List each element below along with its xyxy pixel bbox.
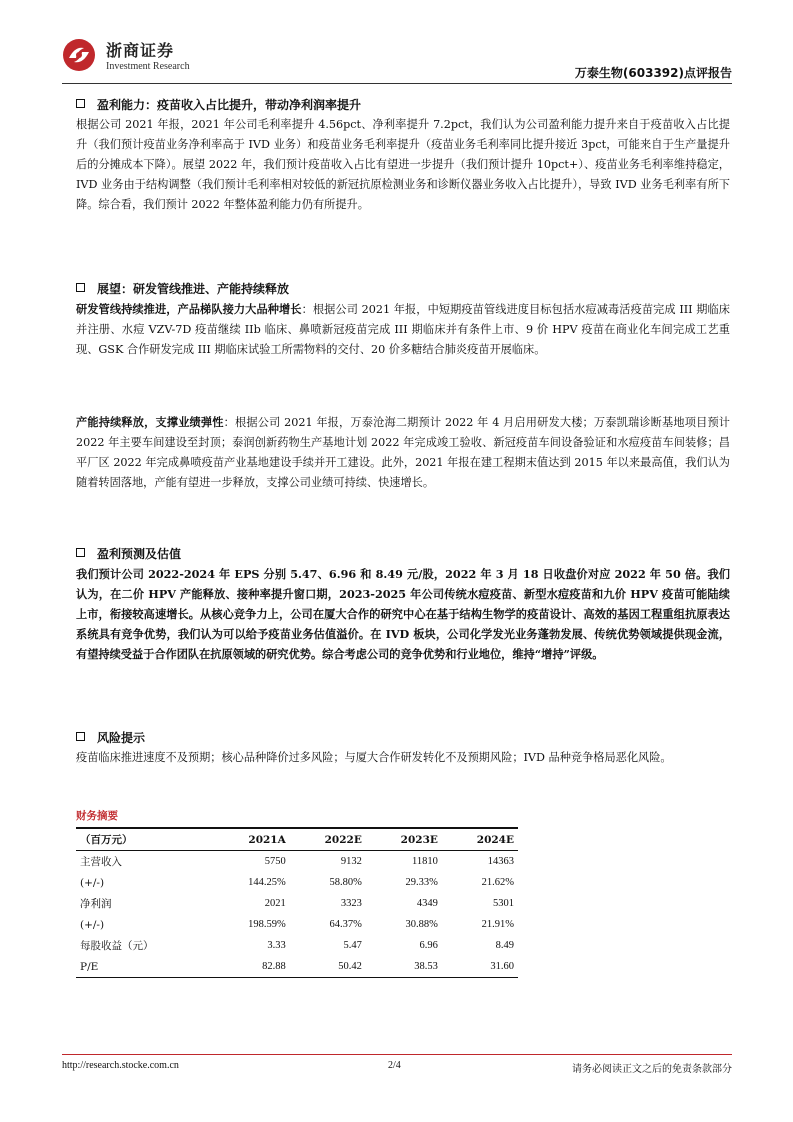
row-label: (+/-) bbox=[80, 918, 105, 931]
square-bullet-icon bbox=[76, 283, 85, 292]
table-cell: 38.53 bbox=[414, 961, 438, 972]
table-cell: 6.96 bbox=[419, 940, 438, 951]
section-body-profitability: 根据公司 2021 年报，2021 年公司毛利率提升 4.56pct、净利率提升 7.2pct，我们认为公司盈利能力提升来自于疫苗收入占比提升（我们预计疫苗业务净利率高于 IVD 业务）和疫苗业务毛利率提升（疫苗业务毛利率同比提升接近 3pct，可能来自于生产量提升后的分摊成本下降）。展望 2022 年，我们预计疫苗收入占比有望进一步提升（我们预计提升 10pct+）、疫苗业务毛利率维持稳定，IVD 业务由于结构调整（我们预计毛利率相对较低的新冠抗原检测业务和诊断仪器业务收入占比提升），导致 IVD 业务毛利率有所下降。综合看，我们预计 2022 年整体盈利能力仍有所提升。 bbox=[76, 118, 730, 211]
row-label: 主营收入 bbox=[80, 856, 122, 868]
table-cell: 11810 bbox=[412, 856, 438, 867]
table-header-row bbox=[76, 828, 518, 851]
square-bullet-icon bbox=[76, 732, 85, 741]
row-label: 净利润 bbox=[80, 898, 112, 910]
table-cell: 198.59% bbox=[248, 919, 286, 930]
table-cell: 30.88% bbox=[405, 919, 438, 930]
table-cell: 8.49 bbox=[495, 940, 514, 951]
paragraph-text: ：根据公司 2021 年报，中短期疫苗管线进度目标包括水痘减毒活疫苗完成 III 期临床并注册、水痘 VZV-7D 疫苗继续 IIb 临床、鼻喷新冠疫苗完成 III 期临床并有条件上市、9 价 HPV 疫苗在商业化车间完成工艺重现、GSK 合作研发完成 III 期临床试验工所需物料的交付、20 价多糖结合肺炎疫苗开展临床。 bbox=[76, 303, 730, 356]
table-cell: 21.91% bbox=[481, 919, 514, 930]
table-row bbox=[76, 914, 518, 935]
section-heading-profitability bbox=[76, 96, 361, 113]
table-cell: 4349 bbox=[416, 898, 438, 909]
column-header: 2021A bbox=[248, 833, 286, 846]
section-heading-outlook bbox=[76, 280, 289, 297]
section-title: 展望：研发管线推进、产能持续释放 bbox=[97, 282, 290, 296]
section-heading-risks bbox=[76, 729, 145, 746]
table-cell: 2021 bbox=[264, 898, 286, 909]
table-row bbox=[76, 935, 518, 956]
disclaimer-note: 请务必阅读正文之后的免责条款部分 bbox=[572, 1064, 732, 1075]
table-cell: 14363 bbox=[487, 856, 514, 867]
table-cell: 29.33% bbox=[405, 877, 438, 888]
table-cell: 82.88 bbox=[262, 961, 286, 972]
footer-divider bbox=[62, 1054, 732, 1055]
financial-summary-label: 财务摘要 bbox=[76, 810, 118, 822]
section-title: 风险提示 bbox=[97, 731, 146, 745]
table-row bbox=[76, 872, 518, 893]
row-label: P/E bbox=[80, 960, 99, 973]
financial-summary-table bbox=[76, 827, 518, 978]
paragraph-lead: 研发管线持续推进，产品梯队接力大品种增长 bbox=[76, 302, 302, 316]
table-cell: 50.42 bbox=[338, 961, 362, 972]
column-header: 2024E bbox=[476, 833, 514, 846]
table-row bbox=[76, 851, 518, 873]
page-header bbox=[62, 34, 732, 82]
table-row bbox=[76, 893, 518, 914]
column-header: 2023E bbox=[400, 833, 438, 846]
column-header: （百万元） bbox=[80, 834, 133, 846]
column-header: 2022E bbox=[324, 833, 362, 846]
table-cell: 58.80% bbox=[329, 877, 362, 888]
table-cell: 21.62% bbox=[481, 877, 514, 888]
table-cell: 5750 bbox=[264, 856, 286, 867]
table-cell: 31.60 bbox=[490, 961, 514, 972]
paragraph-lead: 产能持续释放，支撑业绩弹性 bbox=[76, 415, 224, 429]
row-label: 每股收益（元） bbox=[80, 940, 154, 952]
header-divider bbox=[62, 83, 732, 84]
table-cell: 64.37% bbox=[329, 919, 362, 930]
paragraph-text: ：根据公司 2021 年报，万泰沧海二期预计 2022 年 4 月启用研发大楼；万泰凯瑞诊断基地项目预计 2022 年主要车间建设至封顶；泰润创新药物生产基地计划 2022 年完成竣工验收、新冠疫苗车间设备验证和水痘疫苗车间装修；昌平厂区 2022 年完成鼻喷疫苗产业基地建设手续并开工建设。此外，2021 年报在建工程期末值达到 2015 年以来最高值，我们认为随着转固落地，产能有望进一步释放，支撑公司业绩可持续、快速增长。 bbox=[76, 416, 730, 489]
table-cell: 9132 bbox=[340, 856, 362, 867]
zheshang-logo-icon bbox=[62, 38, 96, 72]
table-cell: 3.33 bbox=[267, 940, 286, 951]
paragraph-capacity bbox=[76, 412, 730, 493]
page-number: 2/4 bbox=[388, 1060, 401, 1071]
table-cell: 3323 bbox=[340, 898, 362, 909]
row-label: (+/-) bbox=[80, 876, 105, 889]
section-title: 盈利预测及估值 bbox=[97, 547, 182, 561]
brand-name-cn: 浙商证券 bbox=[106, 41, 175, 60]
footer-url-link[interactable]: http://research.stocke.com.cn bbox=[62, 1060, 179, 1071]
section-body-forecast: 我们预计公司 2022-2024 年 EPS 分别 5.47、6.96 和 8.49 元/股，2022 年 3 月 18 日收盘价对应 2022 年 50 倍。我们认为，在二价 HPV 产能释放、接种率提升窗口期，2023-2025 年公司传统水痘疫苗、新型水痘疫苗和九价 HPV 疫苗可能陆续上市，衔接较高速增长。从核心竞争力上，公司在厦大合作的研究中心在基于结构生物学的疫苗设计、高效的基因工程重组抗原表达系统具有竞争优势，我们认为可以给予疫苗业务估值溢价。在 IVD 板块，公司化学发光业务蓬勃发展、传统优势领域提供现金流，有望持续受益于合作团队在抗原领域的研究优势。综合考虑公司的竞争优势和行业地位，维持“增持”评级。 bbox=[76, 567, 730, 661]
brand-name-en: Investment Research bbox=[106, 61, 190, 72]
paragraph-pipeline bbox=[76, 299, 730, 360]
square-bullet-icon bbox=[76, 548, 85, 557]
table-cell: 5.47 bbox=[343, 940, 362, 951]
table-cell: 5301 bbox=[493, 898, 514, 909]
section-body-risks: 疫苗临床推进速度不及预期；核心品种降价过多风险；与厦大合作研发转化不及预期风险；IVD 品种竞争格局恶化风险。 bbox=[76, 751, 672, 764]
square-bullet-icon bbox=[76, 99, 85, 108]
table-row bbox=[76, 956, 518, 978]
report-title: 万泰生物(603392)点评报告 bbox=[574, 66, 732, 80]
table-cell: 144.25% bbox=[248, 877, 286, 888]
section-title: 盈利能力：疫苗收入占比提升，带动净利润率提升 bbox=[97, 98, 362, 112]
section-heading-forecast bbox=[76, 545, 181, 562]
